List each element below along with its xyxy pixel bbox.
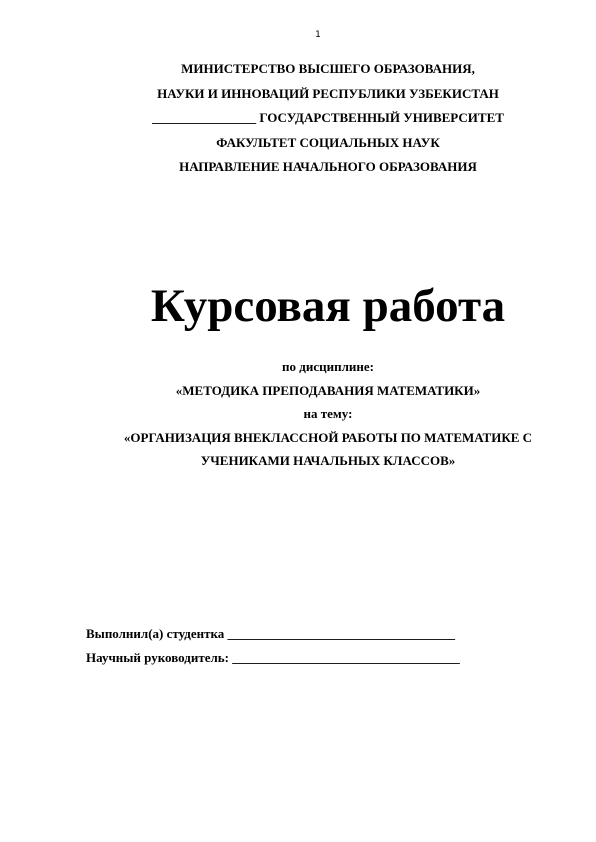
department-line: НАПРАВЛЕНИЕ НАЧАЛЬНОГО ОБРАЗОВАНИЯ [179, 159, 477, 174]
student-signature-line: Выполнил(а) студентка ___________________________________ [86, 626, 456, 641]
supervisor-signature-line: Научный руководитель: ___________________________________ [86, 650, 460, 665]
signature-block [86, 622, 566, 670]
page-number: 1 [315, 30, 321, 40]
discipline-label: по дисциплине: [282, 359, 374, 374]
ministry-line-2: НАУКИ И ИННОВАЦИЙ РЕСПУБЛИКИ УЗБЕКИСТАН [157, 85, 499, 101]
university-line: ________________ ГОСУДАРСТВЕННЫЙ УНИВЕРСИТЕТ [152, 110, 504, 125]
institution-header [60, 57, 596, 180]
ministry-line-1: МИНИСТЕРСТВО ВЫСШЕГО ОБРАЗОВАНИЯ, [181, 61, 475, 76]
faculty-line: ФАКУЛЬТЕТ СОЦИАЛЬНЫХ НАУК [216, 134, 440, 150]
subject-block [60, 355, 596, 473]
topic-line-1: «ОРГАНИЗАЦИЯ ВНЕКЛАССНОЙ РАБОТЫ ПО МАТЕМАТИКЕ С [123, 429, 533, 445]
document-title: Курсовая работа [150, 280, 506, 332]
discipline-name: «МЕТОДИКА ПРЕПОДАВАНИЯ МАТЕМАТИКИ» [175, 382, 481, 398]
topic-line-2: УЧЕНИКАМИ НАЧАЛЬНЫХ КЛАССОВ» [200, 453, 456, 468]
topic-label: на тему: [303, 406, 353, 421]
